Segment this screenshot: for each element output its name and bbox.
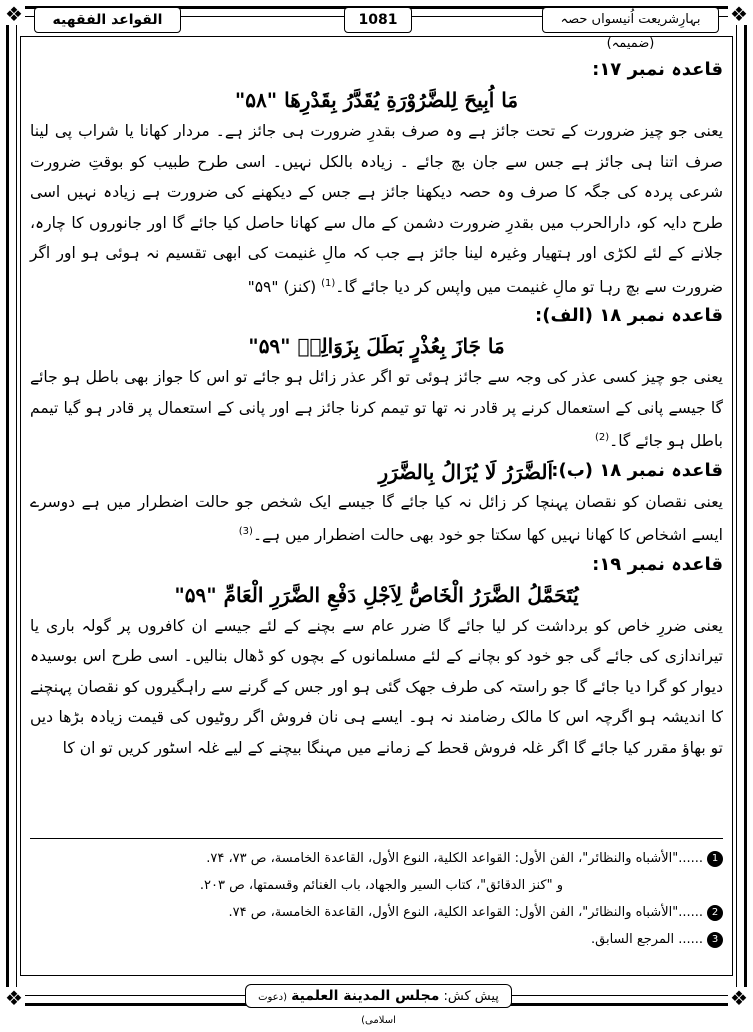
rule-title: قاعدہ نمبر ۱۹:: [592, 553, 723, 575]
footnote-ref: (1): [321, 277, 336, 289]
rule-title: قاعدہ نمبر ۱۸ (ب):: [551, 459, 723, 481]
corner-ornament-icon: ❖: [728, 3, 750, 25]
section-title: القواعد الفقهيه: [34, 7, 181, 33]
footnote-number: 1: [707, 851, 723, 867]
corner-ornament-icon: ❖: [3, 987, 25, 1009]
footer-suffix: (دعوت اسلامی): [258, 992, 396, 1026]
page-footer: [245, 984, 512, 1026]
footer-prefix: پیش کش:: [443, 989, 499, 1004]
footnote-number: 3: [707, 932, 723, 948]
footnote: 1......"الأشباه والنظائر"، الفن الأول: القواعد الكلية، النوع الأول، القاعدة الخامسة، ص ۷۳، ۷۴.: [30, 845, 723, 872]
corner-ornament-icon: ❖: [728, 987, 750, 1009]
rule-heading-inline: [30, 457, 723, 487]
rule-text: یعنی ضررِ خاص کو برداشت کر لیا جائے گا ضرر عام سے بچنے کے لئے جیسے ان کافروں پر گولہ باری یا تیراندازی کی جائے گی جو خود کو بچانے کے لئے مسلمانوں کے بچوں کو ڈھال بنالیں۔ اسی طرح اس بوسیدہ دیوار کو گرا دیا جائے گا جو راستہ کی طرف جھک گئی ہو اور جس کے گرنے سے راہگیروں کو نقصان پہنچنے کا اندیشہ ہو اگرچہ اس کا مالک رضامند نہ ہو۔ ایسے ہی نان فروش اگر روٹیوں کی قیمت زیادہ بڑھا دیں تو بھاؤ مقرر کیا جائے گا اگر غلہ فروش قحط کے زمانے میں مہنگا بیچنے کے لیے غلہ اسٹور کریں تو ان کا: [30, 616, 723, 757]
rule-title: قاعدہ نمبر ۱۸ (الف):: [535, 305, 723, 327]
rule-arabic: مَا جَازَ بِعُذْرٍ بَطَلَ بِزَوَالِهٖ "۵۹": [248, 334, 505, 359]
rule-text: یعنی جو چیز ضرورت کے تحت جائز ہے وہ صرف بقدرِ ضرورت ہی جائز ہے۔ مردار کھانا یا شراب پی لینا صرف اتنا ہی جائز ہے جس سے جان بچ جائے ۔ زیادہ بالکل نہیں۔ اسی طرح طبیب کو بوقتِ ضرورت شرعی پردہ کی جگہ کا صرف وہ حصہ دیکھنا جائز ہے جس کے دیکھنے کی ضرورت ہے زیادہ نہیں اسی طرح دایہ کو، دارالحرب میں بقدرِ ضرورت دشمن کے مال سے کھانا حاصل کیا جائے گا اور جانوروں کا چارہ، جلانے کے لئے لکڑی اور ہتھیار وغیرہ لینا جائز ہے جب کہ مالِ غنیمت کی ابھی تقسیم نہ ہوئی ہو اور اگر ضرورت سے بچ رہا تو مالِ غنیمت میں واپس کر دیا جائے گا۔$^{(1)}$ (کنز) "۵۹": [30, 122, 723, 296]
footnote: و "كنز الدقائق"، كتاب السير والجهاد، باب الغنائم وقسمتها، ص ۲۰۳.: [199, 878, 563, 893]
page-header: [24, 4, 729, 51]
footnote: 3...... المرجع السابق.: [30, 926, 723, 953]
rule-title: قاعدہ نمبر ۱۷:: [592, 59, 723, 80]
corner-ornament-icon: ❖: [3, 3, 25, 25]
book-title: بہارِشریعت اُنیسواں حصہ (ضمیمہ): [542, 7, 719, 33]
rule-arabic: مَا اُبِيحَ لِلضَّرُوْرَةِ يُقَدَّرُ بِقَدْرِهَا "۵۸": [234, 88, 519, 112]
page-number: 1081: [344, 7, 412, 33]
footnote-ref: (3): [238, 526, 253, 538]
rule-text: یعنی جو چیز کسی عذر کی وجہ سے جائز ہوئی تو اگر عذر زائل ہو جائے تو اس کا جواز بھی باطل ہو جائے گا جیسے پانی کے استعمال کرنے پر قادر نہ تھا تو تیمم کرنا جائز ہے اور پانی کے استعمال پر قادر ہو گیا تیمم باطل ہو جائے گا۔$^{(2)}$: [30, 368, 723, 451]
rule-text: یعنی نقصان کو نقصان پہنچا کر زائل نہ کیا جائے گا جیسے ایک شخص جو حالت اضطرار میں ہے دوسرے ایسے اشخاص کا کھانا نہیں کھا سکتا جو خود بھی حالت اضطرار میں ہے۔$^{(3)}$: [30, 492, 723, 545]
footnote-number: 2: [707, 905, 723, 921]
footer-org: مجلس المدينة العلمية: [291, 988, 440, 1004]
footnote: 2......"الأشباه والنظائر"، الفن الأول: القواعد الكلية، النوع الأول، القاعدة الخامسة، ص ۷۴.: [30, 899, 723, 926]
footnote-ref: (2): [594, 432, 610, 444]
rule-ref-tail: (کنز) "۵۹": [247, 277, 322, 296]
page-content: [30, 56, 723, 763]
rule-arabic: يُتَحَمَّلُ الضَّرَرُ الْخَاصُّ لِاَجْلِ دَفْعِ الضَّرَرِ الْعَامِّ "۵۹": [174, 582, 579, 607]
rule-arabic: اَلضَّرَرُ لَا يُزَالُ بِالضَّرَرِ: [378, 459, 553, 484]
footnotes: [30, 838, 723, 953]
